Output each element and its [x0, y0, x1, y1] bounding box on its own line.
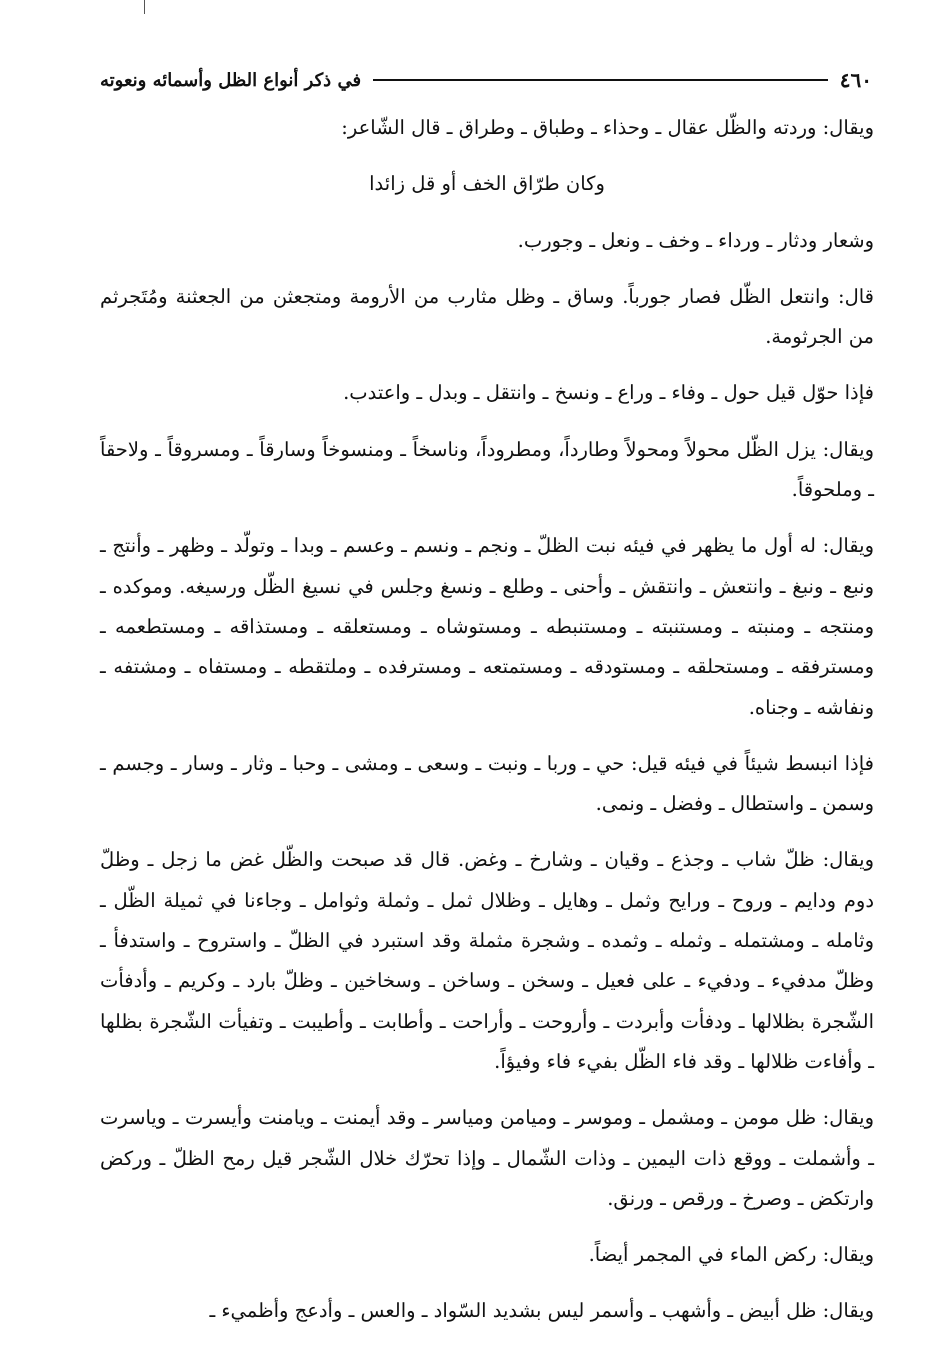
running-title: في ذكر أنواع الظل وأسمائه ونعوته [100, 69, 362, 91]
header-rule [373, 79, 828, 81]
paragraph-5: ويقال: يزل الظّل محولاً ومحولاً وطارداً، ومطروداً، وناسخاً ـ ومنسوخاً وسارقاً ـ ومسروقاً ـ ولاحقاً ـ وملحوقاً. [100, 437, 874, 502]
paragraph-2: وشعار ودثار ـ ورداء ـ وخف ـ ونعل ـ وجورب. [517, 228, 874, 252]
paragraph-3: قال: وانتعل الظّل فصار جورباً. وساق ـ وظل مثارب من الأرومة ومتجعثن من الجعثنة ومُتَجرثم من الجرثومة. [100, 284, 874, 349]
paragraph-1: ويقال: وردته والظّل عقال ـ وحذاء ـ وطباق ـ وطراق ـ قال الشّاعر: [341, 116, 874, 139]
paragraph-6: ويقال: له أول ما يظهر في فيئه نبت الظلّ ـ ونجم ـ ونسم ـ وعسم ـ وبدا ـ وتولّد ـ وظهر ـ وأنتج ـ ونبع ـ ونبغ ـ وانتعش ـ وانتقش ـ وأحنى ـ وطلع ـ ونسغ وجلس في نسيغ الظّل ورسيغه. وموكده ـ ومنتجه ـ ومنبته ـ ومستنبته ـ ومستنبطه ـ ومستوشاه ـ ومستعلقه ـ ومستذاقه ـ ومستطعمه ـ ومسترفقه ـ ومستحلقه ـ ومستودقه ـ ومستمتعه ـ ومسترفده ـ وملتقطه ـ ومستفاه ـ ومشتفه ـ ونفاشه ـ وجناه. [100, 534, 874, 719]
page-number: ٤٦٠ [839, 68, 872, 92]
paragraph-7: فإذا انبسط شيئاً في فيئه قيل: حي ـ وربا ـ ونبت ـ وسعى ـ ومشى ـ وحبا ـ وثار ـ وسار ـ وجسم ـ وسمن ـ واستطال ـ وفضل ـ ونمى. [100, 751, 874, 816]
paragraph-11: ويقال: ظل أبيض ـ وأشهب ـ وأسمر ليس بشديد السّواد ـ والعس ـ وأدعج وأظميء ـ [209, 1299, 874, 1323]
paragraph-4: فإذا حوّل قيل حول ـ وفاء ـ وراع ـ ونسخ ـ وانتقل ـ وبدل ـ واعتدب. [343, 381, 874, 405]
scan-edge-mark [144, 0, 145, 14]
page-header [100, 62, 872, 98]
paragraph-10: ويقال: ركض الماء في المجمر أيضاً. [588, 1243, 874, 1267]
paragraph-9: ويقال: ظل مومن ـ ومشمل ـ وموسر ـ وميامن ومياسر ـ وقد أيمنت ـ ويامنت وأيسرت ـ وياسرت ـ وأشملت ـ ووقع ذات اليمين ـ وذات الشّمال ـ وإذا تحرّك خلال الشّجر قيل رمح الظلّ ـ وركض وارتكض ـ وصرخ ـ ورقص ـ ورنق. [100, 1106, 874, 1210]
verse-line: وكان طرّاق الخف أو قل زائدا [369, 172, 605, 196]
paragraph-8: ويقال: ظلّ شاب ـ وجذع ـ وقيان ـ وشارخ ـ وغض. قال قد صبحت والظّل غض ما زجل ـ وظلّ دوم ودايم ـ وروح ـ ورايح وثمل ـ وهايل ـ وظلال ثمل ـ وثملة وثوامل ـ وجاءنا في ثميلة الظّل ـ وثامله ـ ومشتمله ـ وثمله ـ وثمده ـ وشجرة مثملة وقد استبرد في الظلّ ـ واستروح ـ واستدفأ ـ وظلّ مدفيء ـ ودفيء ـ على فعيل ـ وسخن ـ وساخن ـ وسخاخين ـ وظلّ بارد ـ وكريم ـ وأدفأت الشّجرة بظلالها ـ ودفأت وأبردت ـ وأروحت ـ وأراحت ـ وأطابت ـ وأطيبت ـ وتفيأت الشّجرة بظلها ـ وأفاءت ظلالها ـ وقد فاء الظّل بفيء فاء وفيؤاً. [100, 848, 874, 1073]
page-body [100, 108, 874, 1348]
